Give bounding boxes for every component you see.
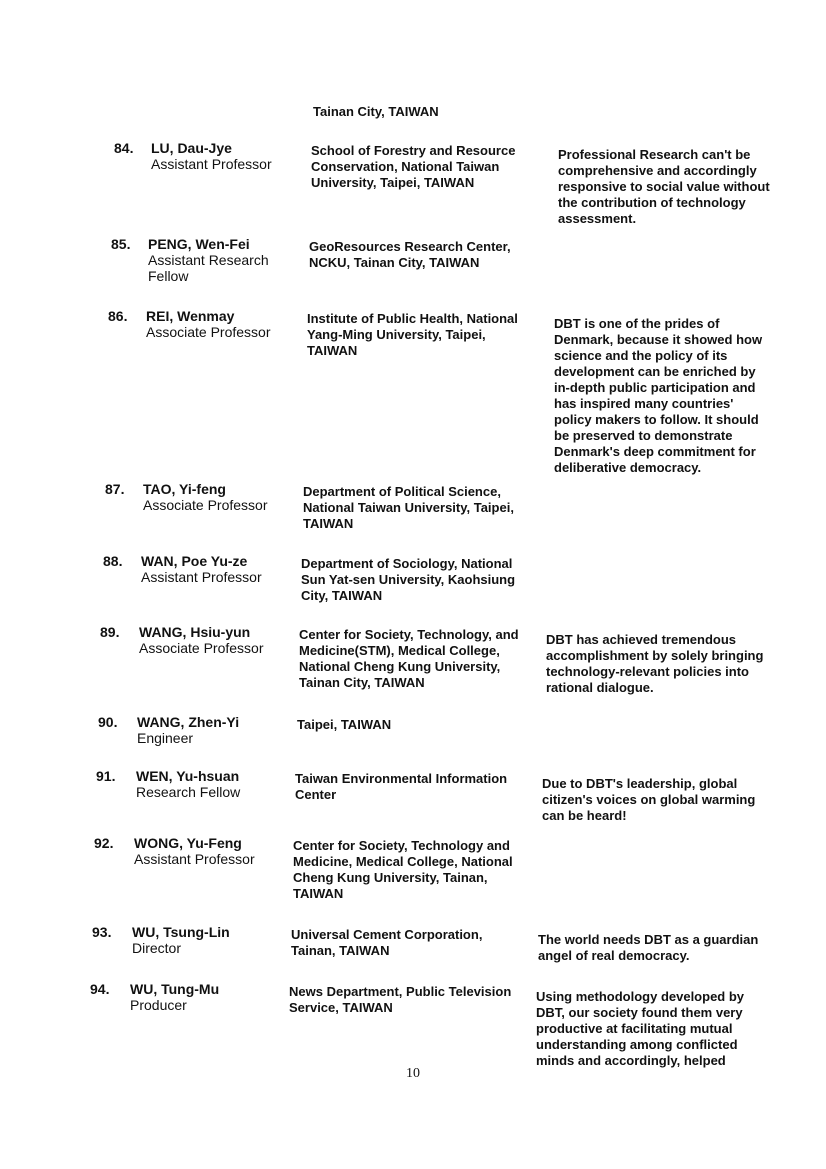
person-title-line: Assistant Research	[148, 252, 269, 268]
person-name: WANG, Hsiu-yun	[139, 624, 251, 640]
affiliation-line: Medicine, Medical College, National	[293, 854, 513, 869]
affiliation-line: National Cheng Kung University,	[299, 659, 501, 674]
comment-line: Professional Research can't be	[558, 147, 751, 162]
comment-line: has inspired many countries'	[554, 396, 734, 411]
comment-line: Due to DBT's leadership, global	[542, 776, 738, 791]
affiliation-line: Sun Yat-sen University, Kaohsiung	[301, 572, 516, 587]
comment-line: comprehensive and accordingly	[558, 163, 757, 178]
entry-comment	[538, 932, 758, 964]
comment-line: DBT has achieved tremendous	[546, 632, 736, 647]
comment-line: Using methodology developed by	[536, 989, 745, 1004]
entry-comment	[542, 776, 755, 824]
comment-line: can be heard!	[542, 808, 627, 823]
affiliation-line: Department of Sociology, National	[301, 556, 513, 571]
entry-person	[146, 308, 271, 340]
affiliation-line: Universal Cement Corporation,	[291, 927, 483, 942]
affiliation-line: National Taiwan University, Taipei,	[303, 500, 514, 515]
affiliation-line: University, Taipei, TAIWAN	[311, 175, 475, 190]
entry-person	[148, 236, 269, 284]
person-title-line: Assistant Professor	[151, 156, 272, 172]
entry-comment	[554, 316, 762, 476]
person-name: PENG, Wen-Fei	[148, 236, 250, 252]
affiliation-line: TAIWAN	[303, 516, 354, 531]
entry-person	[136, 768, 240, 800]
affiliation-line: Center for Society, Technology, and	[299, 627, 519, 642]
affiliation-line: Center for Society, Technology and	[293, 838, 510, 853]
affiliation-line: Conservation, National Taiwan	[311, 159, 500, 174]
entry-affiliation	[297, 717, 391, 733]
person-name: LU, Dau-Jye	[151, 140, 232, 156]
affiliation-line: Tainan, TAIWAN	[291, 943, 390, 958]
comment-line: productive at facilitating mutual	[536, 1021, 733, 1036]
affiliation-line: Medicine(STM), Medical College,	[299, 643, 500, 658]
entry-number: 89.	[100, 624, 120, 640]
entry-person	[141, 553, 262, 585]
entry-comment	[546, 632, 763, 696]
affiliation-line: GeoResources Research Center,	[309, 239, 511, 254]
person-name: WEN, Yu-hsuan	[136, 768, 240, 784]
entry-affiliation	[309, 239, 511, 271]
person-name: REI, Wenmay	[146, 308, 235, 324]
entry-person	[132, 924, 230, 956]
entry-number: 93.	[92, 924, 112, 940]
comment-line: the contribution of technology	[558, 195, 746, 210]
entry-affiliation	[293, 838, 513, 902]
entry-number: 85.	[111, 236, 131, 252]
entry-number: 88.	[103, 553, 123, 569]
affiliation-line: News Department, Public Television	[289, 984, 512, 999]
comment-line: deliberative democracy.	[554, 460, 702, 475]
person-title-line: Associate Professor	[139, 640, 264, 656]
affiliation-line: TAIWAN	[307, 343, 358, 358]
comment-line: minds and accordingly, helped	[536, 1053, 726, 1068]
comment-line: understanding among conflicted	[536, 1037, 738, 1052]
comment-line: assessment.	[558, 211, 637, 226]
affiliation-line: Yang-Ming University, Taipei,	[307, 327, 486, 342]
person-name: WU, Tsung-Lin	[132, 924, 230, 940]
comment-line: technology-relevant policies into	[546, 664, 749, 679]
comment-line: angel of real democracy.	[538, 948, 690, 963]
person-name: WU, Tung-Mu	[130, 981, 220, 997]
entry-comment	[536, 989, 744, 1069]
affiliation-line: Institute of Public Health, National	[307, 311, 518, 326]
comment-line: DBT is one of the prides of	[554, 316, 720, 331]
affiliation-line: Tainan City, TAIWAN	[299, 675, 425, 690]
comment-line: rational dialogue.	[546, 680, 654, 695]
entry-comment	[558, 147, 770, 227]
entry-number: 92.	[94, 835, 114, 851]
entry-number: 94.	[90, 981, 110, 997]
entry-affiliation	[301, 556, 515, 604]
affiliation-line: Center	[295, 787, 337, 802]
affiliation-line: Service, TAIWAN	[289, 1000, 393, 1015]
header-affiliation-line: Tainan City, TAIWAN	[313, 104, 439, 119]
comment-line: be preserved to demonstrate	[554, 428, 733, 443]
entry-affiliation	[311, 143, 515, 191]
affiliation-line: Cheng Kung University, Tainan,	[293, 870, 488, 885]
comment-line: accomplishment by solely bringing	[546, 648, 764, 663]
comment-line: Denmark, because it showed how	[554, 332, 763, 347]
affiliation-line: School of Forestry and Resource	[311, 143, 516, 158]
person-name: TAO, Yi-feng	[143, 481, 226, 497]
entry-number: 86.	[108, 308, 128, 324]
comment-line: in-depth public participation and	[554, 380, 756, 395]
affiliation-line: NCKU, Tainan City, TAIWAN	[309, 255, 480, 270]
entry-affiliation	[291, 927, 482, 959]
affiliation-line: Taiwan Environmental Information	[295, 771, 508, 786]
person-title-line: Producer	[130, 997, 187, 1013]
affiliation-line: City, TAIWAN	[301, 588, 383, 603]
comment-line: development can be enriched by	[554, 364, 756, 379]
entry-affiliation	[299, 627, 519, 691]
comment-line: The world needs DBT as a guardian	[538, 932, 759, 947]
affiliation-line: TAIWAN	[293, 886, 344, 901]
entry-person	[151, 140, 272, 172]
entry-person	[130, 981, 219, 1013]
comment-line: science and the policy of its	[554, 348, 728, 363]
affiliation-line: Department of Political Science,	[303, 484, 501, 499]
entry-person	[134, 835, 255, 867]
person-title-line: Research Fellow	[136, 784, 241, 800]
comment-line: citizen's voices on global warming	[542, 792, 756, 807]
comment-line: DBT, our society found them very	[536, 1005, 743, 1020]
person-title-line: Associate Professor	[143, 497, 268, 513]
person-title-line: Associate Professor	[146, 324, 271, 340]
comment-line: policy makers to follow. It should	[554, 412, 759, 427]
person-title-line: Assistant Professor	[141, 569, 262, 585]
entry-person	[139, 624, 264, 656]
person-name: WAN, Poe Yu-ze	[141, 553, 248, 569]
person-title-line: Assistant Professor	[134, 851, 255, 867]
entry-number: 90.	[98, 714, 118, 730]
entry-person	[143, 481, 268, 513]
entry-affiliation	[303, 484, 514, 532]
person-name: WONG, Yu-Feng	[134, 835, 242, 851]
entry-person	[137, 714, 239, 746]
entry-affiliation	[289, 984, 511, 1016]
entry-affiliation	[295, 771, 507, 803]
entry-number: 91.	[96, 768, 116, 784]
person-title-line: Fellow	[148, 268, 189, 284]
entry-number: 87.	[105, 481, 125, 497]
entry-affiliation	[307, 311, 518, 359]
entry-number: 84.	[114, 140, 134, 156]
person-title-line: Director	[132, 940, 182, 956]
comment-line: Denmark's deep commitment for	[554, 444, 756, 459]
person-title-line: Engineer	[137, 730, 194, 746]
affiliation-line: Taipei, TAIWAN	[297, 717, 392, 732]
person-name: WANG, Zhen-Yi	[137, 714, 240, 730]
comment-line: responsive to social value without	[558, 179, 770, 194]
page-number: 10	[406, 1066, 420, 1081]
